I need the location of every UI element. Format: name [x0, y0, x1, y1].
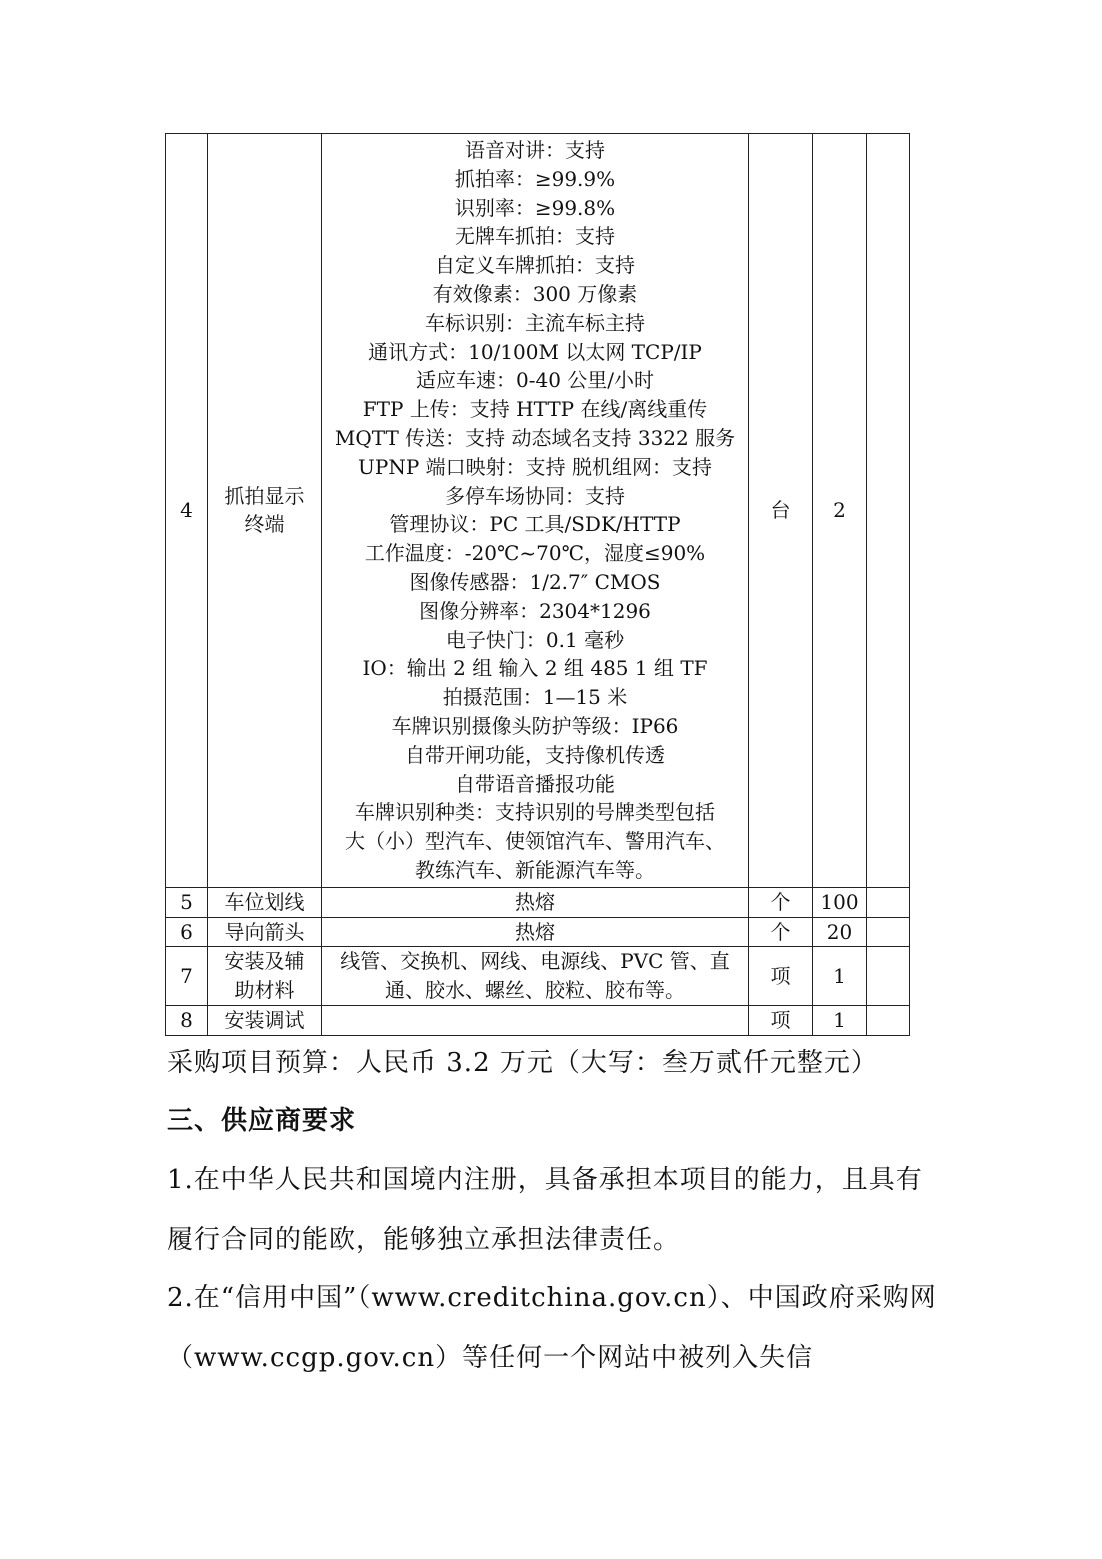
- spec-line: 教练汽车、新能源汽车等。: [415, 857, 655, 882]
- table-row: [166, 887, 910, 917]
- item-quantity: 1: [813, 947, 867, 1006]
- item-spec: [322, 134, 749, 888]
- item-note: [867, 917, 910, 947]
- spec-line: UPNP 端口映射：支持 脱机组网：支持: [358, 454, 712, 479]
- spec-line: 多停车场协同：支持: [445, 483, 625, 508]
- item-unit: 项: [749, 1005, 813, 1035]
- budget-line: 采购项目预算：人民币 3.2 万元（大写：叁万贰仟元整元）: [167, 1048, 878, 1078]
- row-number: 7: [166, 947, 208, 1006]
- spec-line: 自带开闸功能，支持像机传透: [405, 742, 665, 767]
- spec-line: 车标识别：主流车标主持: [425, 310, 645, 335]
- item-name: 安装调试: [208, 1005, 322, 1035]
- section-heading: 三、供应商要求: [167, 1106, 357, 1136]
- row-number: 4: [166, 134, 208, 888]
- spec-line: 工作温度：-20℃~70℃，湿度≤90%: [364, 541, 706, 566]
- item-note: [867, 1005, 910, 1035]
- item-spec: [322, 1005, 749, 1035]
- table-row: [166, 134, 910, 888]
- spec-line: 无牌车抓拍：支持: [455, 224, 615, 249]
- spec-line: IO：输出 2 组 输入 2 组 485 1 组 TF: [362, 656, 708, 681]
- row-number: 8: [166, 1005, 208, 1035]
- spec-line: 识别率：≥99.8%: [454, 195, 616, 220]
- item-unit: 台: [749, 134, 813, 888]
- spec-line: 抓拍率：≥99.9%: [454, 166, 616, 191]
- spec-line: 自带语音播报功能: [455, 771, 615, 796]
- spec-line: 语音对讲：支持: [465, 138, 605, 162]
- spec-line: 电子快门：0.1 毫秒: [445, 627, 625, 652]
- spec-line: FTP 上传：支持 HTTP 在线/离线重传: [362, 397, 708, 422]
- spec-line: 大（小）型汽车、使领馆汽车、警用汽车、: [345, 829, 725, 854]
- item-quantity: 2: [813, 134, 867, 888]
- item-name: 导向箭头: [208, 917, 322, 947]
- item-quantity: 1: [813, 1005, 867, 1035]
- spec-line: 适应车速：0-40 公里/小时: [415, 368, 655, 393]
- item-note: [867, 887, 910, 917]
- table-row: [166, 947, 910, 1006]
- item-spec: 线管、交换机、网线、电源线、PVC 管、直通、胶水、螺丝、胶粒、胶布等。: [322, 947, 749, 1006]
- item-note: [867, 947, 910, 1006]
- item-spec: 热熔: [322, 887, 749, 917]
- item-spec: 热熔: [322, 917, 749, 947]
- spec-line: 图像分辨率：2304*1296: [419, 598, 651, 623]
- requirement-paragraph-2: 2.在“信用中国”（www.creditchina.gov.cn）、中国政府采购网（www.ccgp.gov.cn）等任何一个网站中被列入失信: [167, 1283, 937, 1373]
- spec-line: 通讯方式：10/100M 以太网 TCP/IP: [368, 339, 702, 364]
- spec-line: 有效像素：300 万像素: [432, 281, 638, 306]
- spec-line: 自定义车牌抓拍：支持: [435, 253, 635, 278]
- spec-line: 拍摄范围：1—15 米: [442, 685, 628, 710]
- item-unit: 个: [749, 917, 813, 947]
- spec-line: 管理协议：PC 工具/SDK/HTTP: [389, 512, 681, 537]
- item-unit: 个: [749, 887, 813, 917]
- item-name: 安装及辅助材料: [208, 947, 322, 1006]
- spec-line: 车牌识别种类：支持识别的号牌类型包括: [355, 800, 715, 825]
- row-number: 6: [166, 917, 208, 947]
- item-name: 车位划线: [208, 887, 322, 917]
- spec-line: MQTT 传送：支持 动态域名支持 3322 服务: [334, 425, 736, 450]
- equipment-table: [165, 133, 910, 1036]
- item-unit: 项: [749, 947, 813, 1006]
- table-row: [166, 1005, 910, 1035]
- item-quantity: 20: [813, 917, 867, 947]
- table-row: [166, 917, 910, 947]
- spec-line: 车牌识别摄像头防护等级：IP66: [391, 713, 679, 738]
- item-quantity: 100: [813, 887, 867, 917]
- requirement-paragraph-1: 1.在中华人民共和国境内注册，具备承担本项目的能力，且具有履行合同的能欧，能够独立承担法律责任。: [167, 1165, 923, 1255]
- item-note: [867, 134, 910, 888]
- spec-line: 图像传感器：1/2.7″ CMOS: [409, 569, 661, 594]
- row-number: 5: [166, 887, 208, 917]
- item-name: 抓拍显示终端: [208, 134, 322, 888]
